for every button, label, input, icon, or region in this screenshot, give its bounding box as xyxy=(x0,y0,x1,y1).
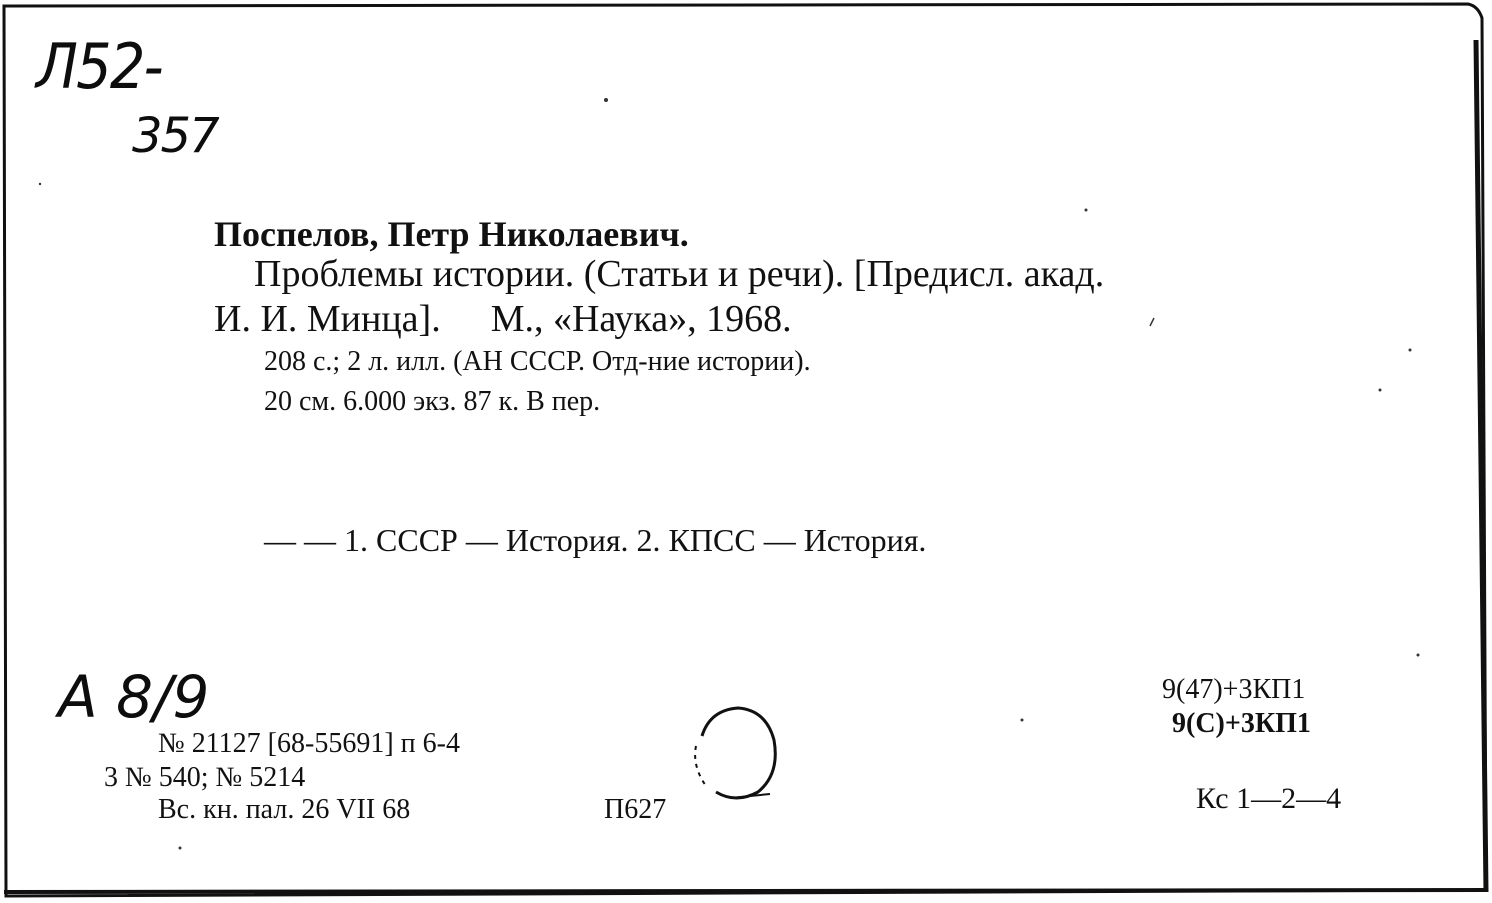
shelfmark-line1: Л52- xyxy=(36,30,162,103)
imprint: М., «Наука», 1968. xyxy=(490,298,792,340)
subject-headings: — — 1. СССР — История. 2. КПСС — История. xyxy=(264,522,927,558)
plan-number: П627 xyxy=(604,794,667,825)
card-set-code: Кс 1—2—4 xyxy=(1196,782,1342,815)
shelfmark-line2: 357 xyxy=(132,108,218,164)
chamber-date-line: Вс. кн. пал. 26 VII 68 xyxy=(158,794,411,825)
author-heading: Поспелов, Петр Николаевич. xyxy=(214,214,689,254)
physical-description-line1: 208 с.; 2 л. илл. (АН СССР. Отд-ние истории). xyxy=(264,346,811,377)
title-line2 xyxy=(214,300,792,338)
circle-stamp-icon xyxy=(680,700,790,810)
physical-description-line2: 20 см. 6.000 экз. 87 к. В пер. xyxy=(264,386,601,417)
handwritten-accession: А 8/9 xyxy=(58,663,210,731)
order-reference-line: 3 № 540; № 5214 xyxy=(104,762,306,793)
title-line1: Проблемы истории. (Статьи и речи). [Предисл. акад. xyxy=(254,253,1105,295)
classification-index-2: 9(С)+3КП1 xyxy=(1172,708,1311,739)
title-line2-start: И. И. Минца]. xyxy=(214,298,441,340)
order-number-line: № 21127 [68-55691] п 6-4 xyxy=(158,728,460,759)
classification-index-1: 9(47)+3КП1 xyxy=(1162,674,1306,705)
